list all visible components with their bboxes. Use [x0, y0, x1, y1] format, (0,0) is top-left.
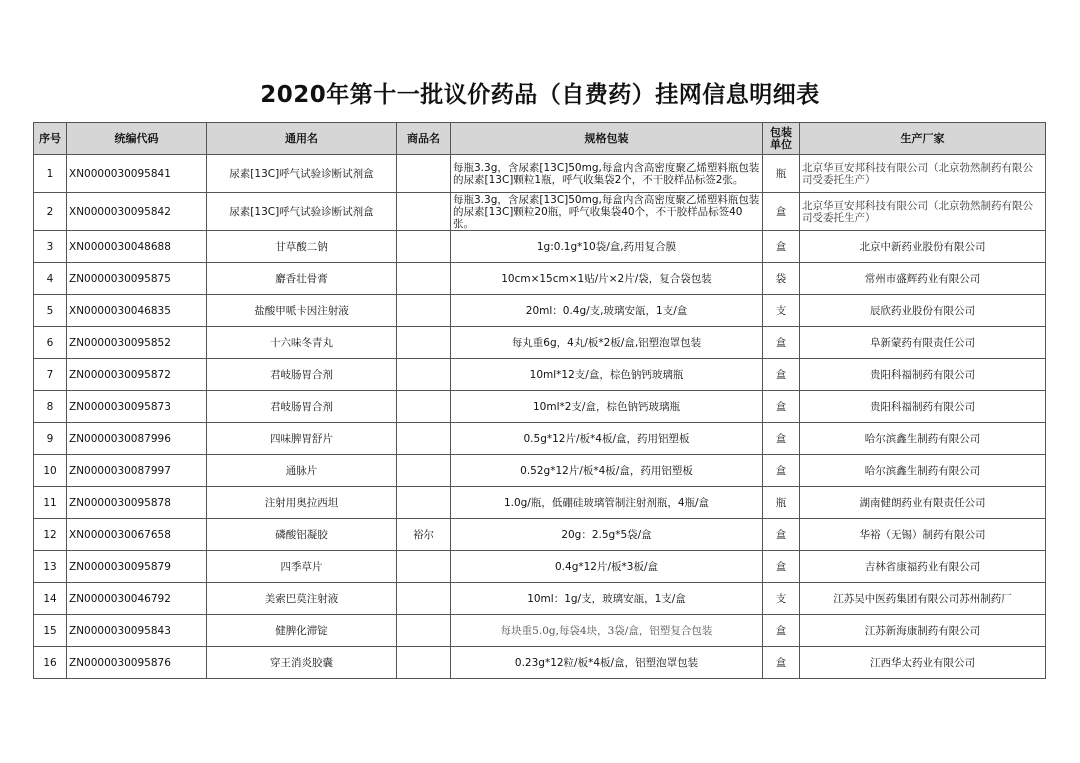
cell-brand [397, 455, 451, 487]
cell-unit: 盒 [763, 647, 800, 679]
col-header-maker: 生产厂家 [800, 123, 1046, 155]
cell-spec: 10ml*2支/盒，棕色钠钙玻璃瓶 [451, 391, 763, 423]
cell-code: ZN0000030095873 [67, 391, 207, 423]
cell-unit: 盒 [763, 193, 800, 231]
cell-generic: 四味脾胃舒片 [207, 423, 397, 455]
cell-unit: 盒 [763, 615, 800, 647]
cell-spec: 1.0g/瓶，低硼硅玻璃管制注射剂瓶，4瓶/盒 [451, 487, 763, 519]
cell-maker: 哈尔滨鑫生制药有限公司 [800, 455, 1046, 487]
cell-generic: 穿王消炎胶囊 [207, 647, 397, 679]
cell-unit: 盒 [763, 359, 800, 391]
table-row [34, 583, 1046, 615]
cell-unit: 瓶 [763, 487, 800, 519]
cell-no: 16 [34, 647, 67, 679]
col-header-unit: 包装单位 [763, 123, 800, 155]
cell-code: ZN0000030095875 [67, 263, 207, 295]
cell-no: 10 [34, 455, 67, 487]
table-row [34, 455, 1046, 487]
cell-code: XN0000030095841 [67, 155, 207, 193]
cell-brand [397, 423, 451, 455]
cell-generic: 健脾化滞锭 [207, 615, 397, 647]
cell-spec: 20g：2.5g*5袋/盒 [451, 519, 763, 551]
cell-unit: 盒 [763, 551, 800, 583]
cell-generic: 十六味冬青丸 [207, 327, 397, 359]
cell-spec: 每块重5.0g,每袋4块，3袋/盒，铝塑复合包装 [451, 615, 763, 647]
table-row [34, 263, 1046, 295]
cell-spec: 0.23g*12粒/板*4板/盒，铝塑泡罩包装 [451, 647, 763, 679]
table-row [34, 615, 1046, 647]
cell-code: ZN0000030095879 [67, 551, 207, 583]
cell-generic: 盐酸甲哌卡因注射液 [207, 295, 397, 327]
cell-code: XN0000030046835 [67, 295, 207, 327]
cell-maker: 江西华太药业有限公司 [800, 647, 1046, 679]
table-row [34, 423, 1046, 455]
table-row [34, 193, 1046, 231]
col-header-no: 序号 [34, 123, 67, 155]
cell-spec: 每丸重6g，4丸/板*2板/盒,铝塑泡罩包装 [451, 327, 763, 359]
table-row [34, 295, 1046, 327]
cell-generic: 磷酸铝凝胶 [207, 519, 397, 551]
cell-brand: 裕尔 [397, 519, 451, 551]
cell-maker: 华裕（无锡）制药有限公司 [800, 519, 1046, 551]
cell-brand [397, 295, 451, 327]
cell-spec: 0.52g*12片/板*4板/盒，药用铝塑板 [451, 455, 763, 487]
cell-maker: 贵阳科福制药有限公司 [800, 359, 1046, 391]
cell-no: 9 [34, 423, 67, 455]
cell-brand [397, 231, 451, 263]
table-row [34, 487, 1046, 519]
cell-brand [397, 155, 451, 193]
cell-generic: 甘草酸二钠 [207, 231, 397, 263]
cell-no: 3 [34, 231, 67, 263]
cell-no: 15 [34, 615, 67, 647]
cell-code: ZN0000030087997 [67, 455, 207, 487]
cell-brand [397, 327, 451, 359]
cell-unit: 支 [763, 295, 800, 327]
cell-maker: 哈尔滨鑫生制药有限公司 [800, 423, 1046, 455]
cell-unit: 盒 [763, 231, 800, 263]
cell-no: 13 [34, 551, 67, 583]
cell-brand [397, 263, 451, 295]
cell-maker: 贵阳科福制药有限公司 [800, 391, 1046, 423]
cell-code: ZN0000030095852 [67, 327, 207, 359]
cell-no: 6 [34, 327, 67, 359]
cell-generic: 注射用奥拉西坦 [207, 487, 397, 519]
cell-unit: 盒 [763, 423, 800, 455]
cell-code: ZN0000030046792 [67, 583, 207, 615]
cell-unit: 盒 [763, 391, 800, 423]
table-row [34, 359, 1046, 391]
cell-no: 1 [34, 155, 67, 193]
cell-brand [397, 359, 451, 391]
cell-spec: 0.4g*12片/板*3板/盒 [451, 551, 763, 583]
cell-generic: 尿素[13C]呼气试验诊断试剂盒 [207, 193, 397, 231]
cell-maker: 江苏新海康制药有限公司 [800, 615, 1046, 647]
cell-spec: 10cm×15cm×1贴/片×2片/袋，复合袋包装 [451, 263, 763, 295]
cell-brand [397, 615, 451, 647]
cell-maker: 北京华亘安邦科技有限公司（北京勃然制药有限公司受委托生产） [800, 155, 1046, 193]
cell-code: ZN0000030095843 [67, 615, 207, 647]
cell-generic: 美索巴莫注射液 [207, 583, 397, 615]
col-header-brand: 商品名 [397, 123, 451, 155]
cell-maker: 辰欣药业股份有限公司 [800, 295, 1046, 327]
table-row [34, 551, 1046, 583]
cell-maker: 吉林省康福药业有限公司 [800, 551, 1046, 583]
cell-code: ZN0000030095876 [67, 647, 207, 679]
cell-code: XN0000030048688 [67, 231, 207, 263]
cell-maker: 阜新蒙药有限责任公司 [800, 327, 1046, 359]
cell-unit: 盒 [763, 455, 800, 487]
cell-unit: 支 [763, 583, 800, 615]
cell-no: 7 [34, 359, 67, 391]
cell-generic: 通脉片 [207, 455, 397, 487]
col-header-generic: 通用名 [207, 123, 397, 155]
cell-spec: 1g:0.1g*10袋/盒,药用复合膜 [451, 231, 763, 263]
cell-unit: 瓶 [763, 155, 800, 193]
page-title: 2020年第十一批议价药品（自费药）挂网信息明细表 [260, 82, 820, 108]
cell-maker: 北京中新药业股份有限公司 [800, 231, 1046, 263]
cell-brand [397, 391, 451, 423]
cell-no: 11 [34, 487, 67, 519]
cell-brand [397, 193, 451, 231]
cell-spec: 0.5g*12片/板*4板/盒，药用铝塑板 [451, 423, 763, 455]
cell-brand [397, 583, 451, 615]
cell-generic: 麝香壮骨膏 [207, 263, 397, 295]
col-header-spec: 规格包装 [451, 123, 763, 155]
cell-spec: 10ml*12支/盒，棕色钠钙玻璃瓶 [451, 359, 763, 391]
cell-generic: 四季草片 [207, 551, 397, 583]
cell-no: 2 [34, 193, 67, 231]
cell-maker: 常州市盛辉药业有限公司 [800, 263, 1046, 295]
cell-brand [397, 647, 451, 679]
cell-unit: 袋 [763, 263, 800, 295]
cell-unit: 盒 [763, 327, 800, 359]
cell-spec: 每瓶3.3g，含尿素[13C]50mg,每盒内含高密度聚乙烯塑料瓶包装的尿素[13C]颗粒20瓶，呼气收集袋40个，不干胶样品标签40张。 [451, 193, 763, 231]
cell-code: ZN0000030095872 [67, 359, 207, 391]
cell-code: ZN0000030087996 [67, 423, 207, 455]
cell-spec: 10ml：1g/支，玻璃安瓿，1支/盒 [451, 583, 763, 615]
cell-no: 8 [34, 391, 67, 423]
cell-unit: 盒 [763, 519, 800, 551]
cell-brand [397, 487, 451, 519]
col-header-code: 统编代码 [67, 123, 207, 155]
cell-maker: 湖南健朗药业有限责任公司 [800, 487, 1046, 519]
cell-code: ZN0000030095878 [67, 487, 207, 519]
cell-spec: 每瓶3.3g，含尿素[13C]50mg,每盒内含高密度聚乙烯塑料瓶包装的尿素[13C]颗粒1瓶，呼气收集袋2个，不干胶样品标签2张。 [451, 155, 763, 193]
table-row [34, 391, 1046, 423]
cell-spec: 20ml：0.4g/支,玻璃安瓿，1支/盒 [451, 295, 763, 327]
drug-table [33, 122, 1046, 679]
cell-no: 14 [34, 583, 67, 615]
cell-generic: 君岐肠胃合剂 [207, 359, 397, 391]
cell-maker: 北京华亘安邦科技有限公司（北京勃然制药有限公司受委托生产） [800, 193, 1046, 231]
cell-code: XN0000030095842 [67, 193, 207, 231]
cell-generic: 尿素[13C]呼气试验诊断试剂盒 [207, 155, 397, 193]
table-row [34, 155, 1046, 193]
cell-no: 12 [34, 519, 67, 551]
cell-no: 5 [34, 295, 67, 327]
table-row [34, 231, 1046, 263]
cell-code: XN0000030067658 [67, 519, 207, 551]
cell-generic: 君岐肠胃合剂 [207, 391, 397, 423]
cell-brand [397, 551, 451, 583]
table-row [34, 519, 1046, 551]
table-row [34, 647, 1046, 679]
cell-no: 4 [34, 263, 67, 295]
table-header-row [34, 123, 1046, 155]
cell-maker: 江苏吴中医药集团有限公司苏州制药厂 [800, 583, 1046, 615]
table-row [34, 327, 1046, 359]
